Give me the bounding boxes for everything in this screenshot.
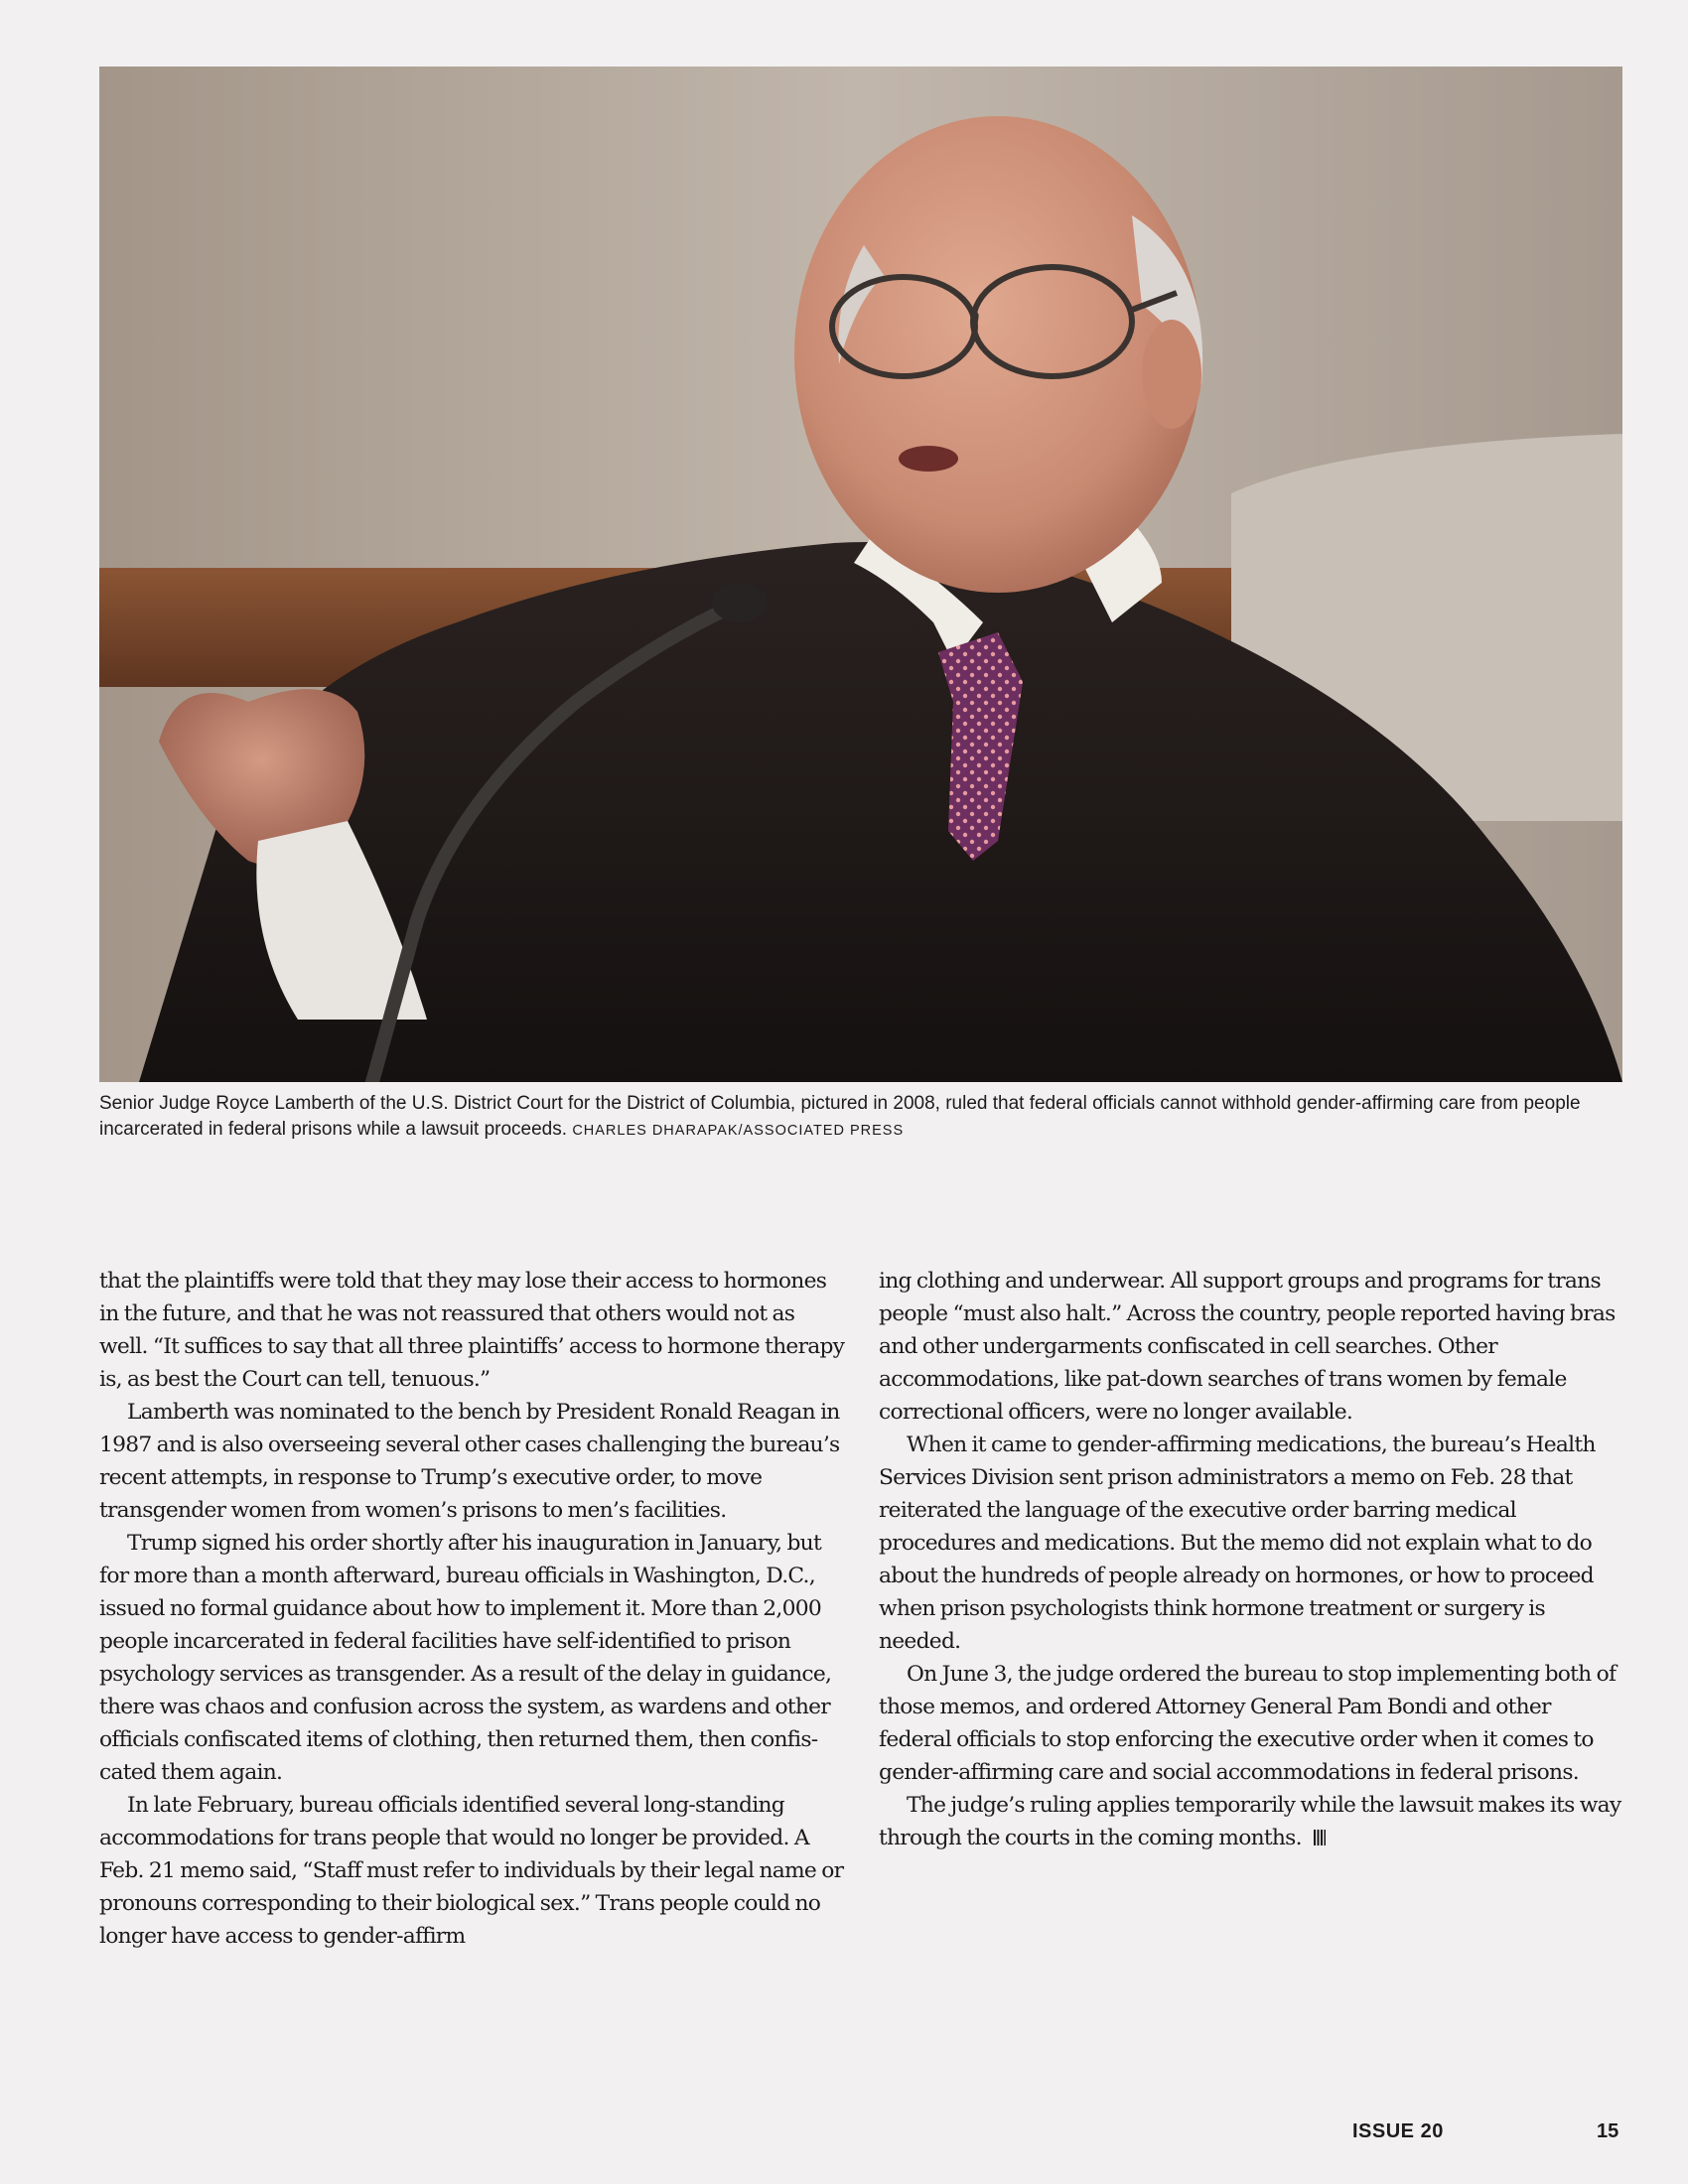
article-paragraph-final: [879, 1789, 1625, 1854]
article-photo: [99, 67, 1622, 1082]
article-paragraph: Lamberth was nominated to the bench by President Ronald Reagan in 1987 and is also overseeing several other cases challenging the bureau’s recent attempts, in response to Trump’s executive order, to move transgender women from women’s prisons to men’s facilities.: [99, 1400, 840, 1523]
photo-caption: [99, 1091, 1622, 1144]
article-paragraph: In late February, bureau officials identified several long-standing accommodations for trans people that would no longer be provided. A Feb. 21 memo said, “Staff must refer to individuals by their legal name or pronouns corresponding to their biological sex.” Trans people could no longer have access to gender-affirm: [99, 1793, 844, 1949]
caption-text: Senior Judge Royce Lamberth of the U.S. District Court for the District of Columbia, pictured in 2008, ruled that federal officials cannot withhold gender-affirming care from people incarcerated in federal prisons while a lawsuit proceeds.: [99, 1093, 1581, 1140]
article-column-right: [879, 1265, 1625, 1854]
article-final-text: The judge’s ruling applies temporarily while the lawsuit makes its way through the courts in the coming months.: [879, 1793, 1621, 1850]
photo-credit: CHARLES DHARAPAK/ASSOCIATED PRESS: [572, 1123, 905, 1139]
judge-portrait-image: [99, 67, 1622, 1082]
article-paragraph: When it came to gender-affirming medications, the bureau’s Health Services Division sent prison administrators a memo on Feb. 28 that reiterated the language of the executive order barring medical procedures and medications. But the memo did not explain what to do about the hundreds of people already on hormones, or how to proceed when prison psychologists think hormone treatment or surgery is needed.: [879, 1433, 1596, 1654]
issue-number: ISSUE 20: [1352, 2120, 1444, 2142]
article-paragraph: On June 3, the judge ordered the bureau to stop implementing both of those memos, and ordered Attorney General Pam Bondi and other federal officials to stop enforcing the executive order when it comes to gender-affirming care and social accommodations in federal prisons.: [879, 1662, 1617, 1785]
end-mark-icon: [1314, 1830, 1326, 1845]
article-column-left: [99, 1265, 846, 1953]
page-number: 15: [1597, 2120, 1619, 2142]
article-paragraph: Trump signed his order shortly after his inauguration in January, but for more than a month afterward, bureau officials in Washington, D.C., issued no formal guidance about how to implement it. More than 2,000 people incarcerated in federal facilities have self-identified to prison psychology services as transgender. As a result of the delay in guidance, there was chaos and confusion across the system, as wardens and other officials confiscated items of clothing, then returned them, then confiscated them again.: [99, 1531, 832, 1785]
article-paragraph: that the plaintiffs were told that they may lose their access to hormones in the future, and that he was not reassured that others would not as well. “It suffices to say that all three plaintiffs’ access to hormone therapy is, as best the Court can tell, tenuous.”: [99, 1269, 845, 1392]
article-paragraph: ing clothing and underwear. All support groups and programs for trans people “must also halt.” Across the country, people reported having bras and other undergarments confiscated in cell searches. Other accommodations, like pat-down searches of trans women by female correctional officers, were no longer available.: [879, 1269, 1616, 1425]
